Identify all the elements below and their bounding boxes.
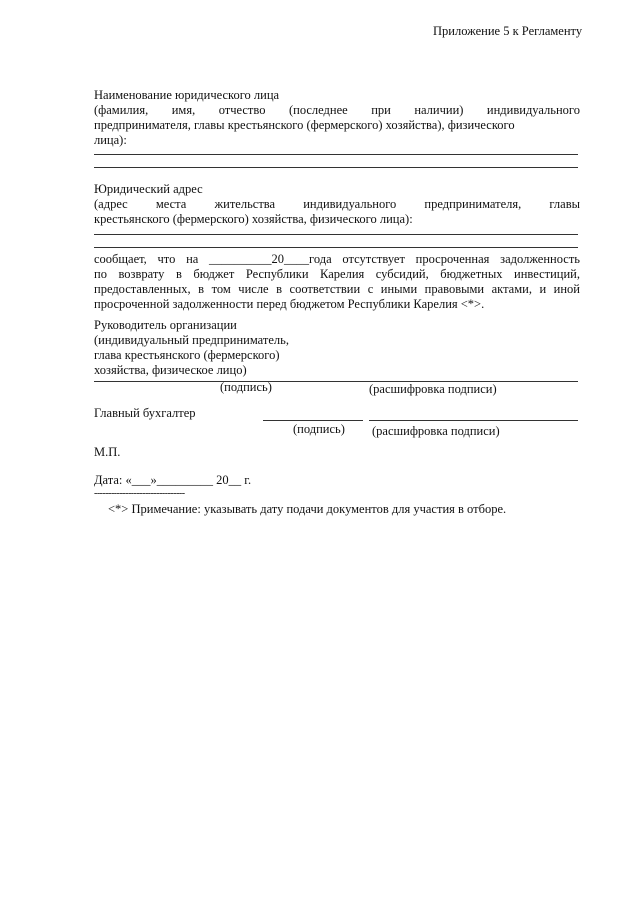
accountant-title: Главный бухгалтер <box>94 406 196 420</box>
date-line: Дата: «___»_________ 20__ г. <box>94 473 252 487</box>
section-text-line: крестьянского (фермерского) хозяйства, физического лица): <box>94 212 413 226</box>
head-of-org-text: глава крестьянского (фермерского) <box>94 348 280 362</box>
signature-line <box>94 381 578 382</box>
fill-line <box>94 154 578 155</box>
fill-line <box>94 247 578 248</box>
section-text-line: (адрес места жительства индивидуального предпринимателя, главы <box>94 197 580 211</box>
signature-label: (подпись) <box>293 422 345 436</box>
decoding-label: (расшифровка подписи) <box>372 424 500 438</box>
head-of-org-title: Руководитель организации <box>94 318 237 332</box>
statement-line: по возврату в бюджет Республики Карелия субсидий, бюджетных инвестиций, <box>94 267 580 281</box>
footnote: <*> Примечание: указывать дату подачи документов для участия в отборе. <box>108 502 507 516</box>
stamp-label: М.П. <box>94 445 121 459</box>
section-title-legal-entity: Наименование юридического лица <box>94 88 280 102</box>
section-title-address: Юридический адрес <box>94 182 203 196</box>
statement-line: сообщает, что на __________20____года отсутствует просроченная задолженность <box>94 252 580 266</box>
section-text-line: (фамилия, имя, отчество (последнее при наличии) индивидуального <box>94 103 580 117</box>
head-of-org-text: хозяйства, физическое лицо) <box>94 363 247 377</box>
header-annex: Приложение 5 к Регламенту <box>433 24 583 38</box>
section-text-line: лица): <box>94 133 127 147</box>
fill-line <box>94 234 578 235</box>
statement-line: просроченной задолженности перед бюджетом Республики Карелия <*>. <box>94 297 485 311</box>
decoding-line <box>369 420 578 421</box>
head-of-org-text: (индивидуальный предприниматель, <box>94 333 289 347</box>
section-text-line: предпринимателя, главы крестьянского (фермерского) хозяйства), физического <box>94 118 515 132</box>
decoding-label: (расшифровка подписи) <box>369 382 497 396</box>
statement-line: предоставленных, в том числе в соответствии с иными правовыми актами, и иной <box>94 282 580 296</box>
separator: -------------------------------- <box>94 488 185 499</box>
signature-label: (подпись) <box>220 380 272 394</box>
signature-line <box>263 420 363 421</box>
fill-line <box>94 167 578 168</box>
